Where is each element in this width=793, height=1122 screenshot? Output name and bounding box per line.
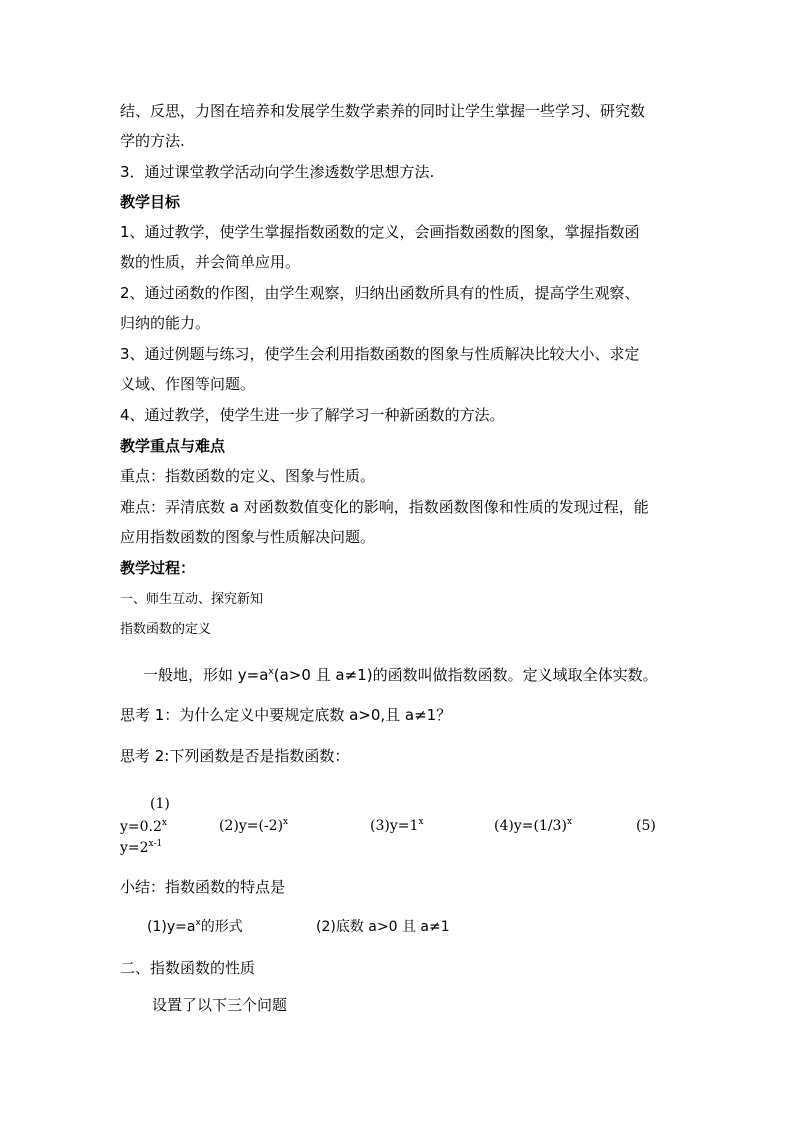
feature-2: (2)底数 a>0 且 a≠1 xyxy=(316,919,450,935)
paragraph-line: 3．通过课堂教学活动向学生渗透数学思想方法. xyxy=(120,163,435,181)
paragraph-line: 结、反思，力图在培养和发展学生数学素养的同时让学生掌握一些学习、研究数 xyxy=(120,102,646,120)
think-question-1: 思考 1：为什么定义中要规定底数 a>0,且 a≠1？ xyxy=(120,706,452,724)
example-5: $y=2^{x-1}$ xyxy=(120,839,163,856)
heading-teaching-goals: 教学目标 xyxy=(120,193,181,211)
section-2-text: 设置了以下三个问题 xyxy=(152,996,288,1014)
example-4: $(4)y=(1/3)^x$ xyxy=(494,817,573,834)
example-5-label: (5) xyxy=(636,818,656,834)
goal-item: 4、通过教学，使学生进一步了解学习一种新函数的方法。 xyxy=(120,406,505,424)
feature-1: $(1)y=a^x$的形式 xyxy=(147,918,243,935)
example-1: $y=0.2^x$ xyxy=(120,818,167,835)
example-2: $(2)y=(-2)^x$ xyxy=(219,817,289,834)
definition-line: 一般地，形如 $y=a^x(a>0$ 且 a≠1)的函数叫做指数函数。定义域取全体实数。 xyxy=(143,666,658,684)
goal-item: 归纳的能力。 xyxy=(120,314,211,332)
section-heading: 一、师生互动、探究新知 xyxy=(120,592,264,607)
example-1-label: (1) xyxy=(150,796,170,812)
think-question-2: 思考 2:下列函数是否是指数函数： xyxy=(120,747,350,765)
section-heading-2: 二、指数函数的性质 xyxy=(120,959,256,977)
paragraph-line: 学的方法. xyxy=(120,132,185,150)
example-3: $(3)y=1^x$ xyxy=(370,817,424,834)
difficulty-line: 难点：弄清底数 a 对函数数值变化的影响，指数函数图像和性质的发现过程，能 xyxy=(120,498,649,516)
goal-item: 2、通过函数的作图，由学生观察，归纳出函数所具有的性质，提高学生观察、 xyxy=(120,284,640,302)
difficulty-line: 应用指数函数的图象与性质解决问题。 xyxy=(120,528,376,546)
goal-item: 义域、作图等问题。 xyxy=(120,375,256,393)
section-subheading: 指数函数的定义 xyxy=(120,622,212,637)
goal-item: 数的性质，并会简单应用。 xyxy=(120,253,301,271)
goal-item: 1、通过教学，使学生掌握指数函数的定义，会画指数函数的图象，掌握指数函 xyxy=(120,223,640,241)
goal-item: 3、通过例题与练习，使学生会利用指数函数的图象与性质解决比较大小、求定 xyxy=(120,345,640,363)
heading-key-points: 教学重点与难点 xyxy=(120,437,226,455)
summary-line: 小结：指数函数的特点是 xyxy=(120,878,286,896)
heading-process: 教学过程： xyxy=(120,559,196,577)
key-point: 重点：指数函数的定义、图象与性质。 xyxy=(120,467,376,485)
